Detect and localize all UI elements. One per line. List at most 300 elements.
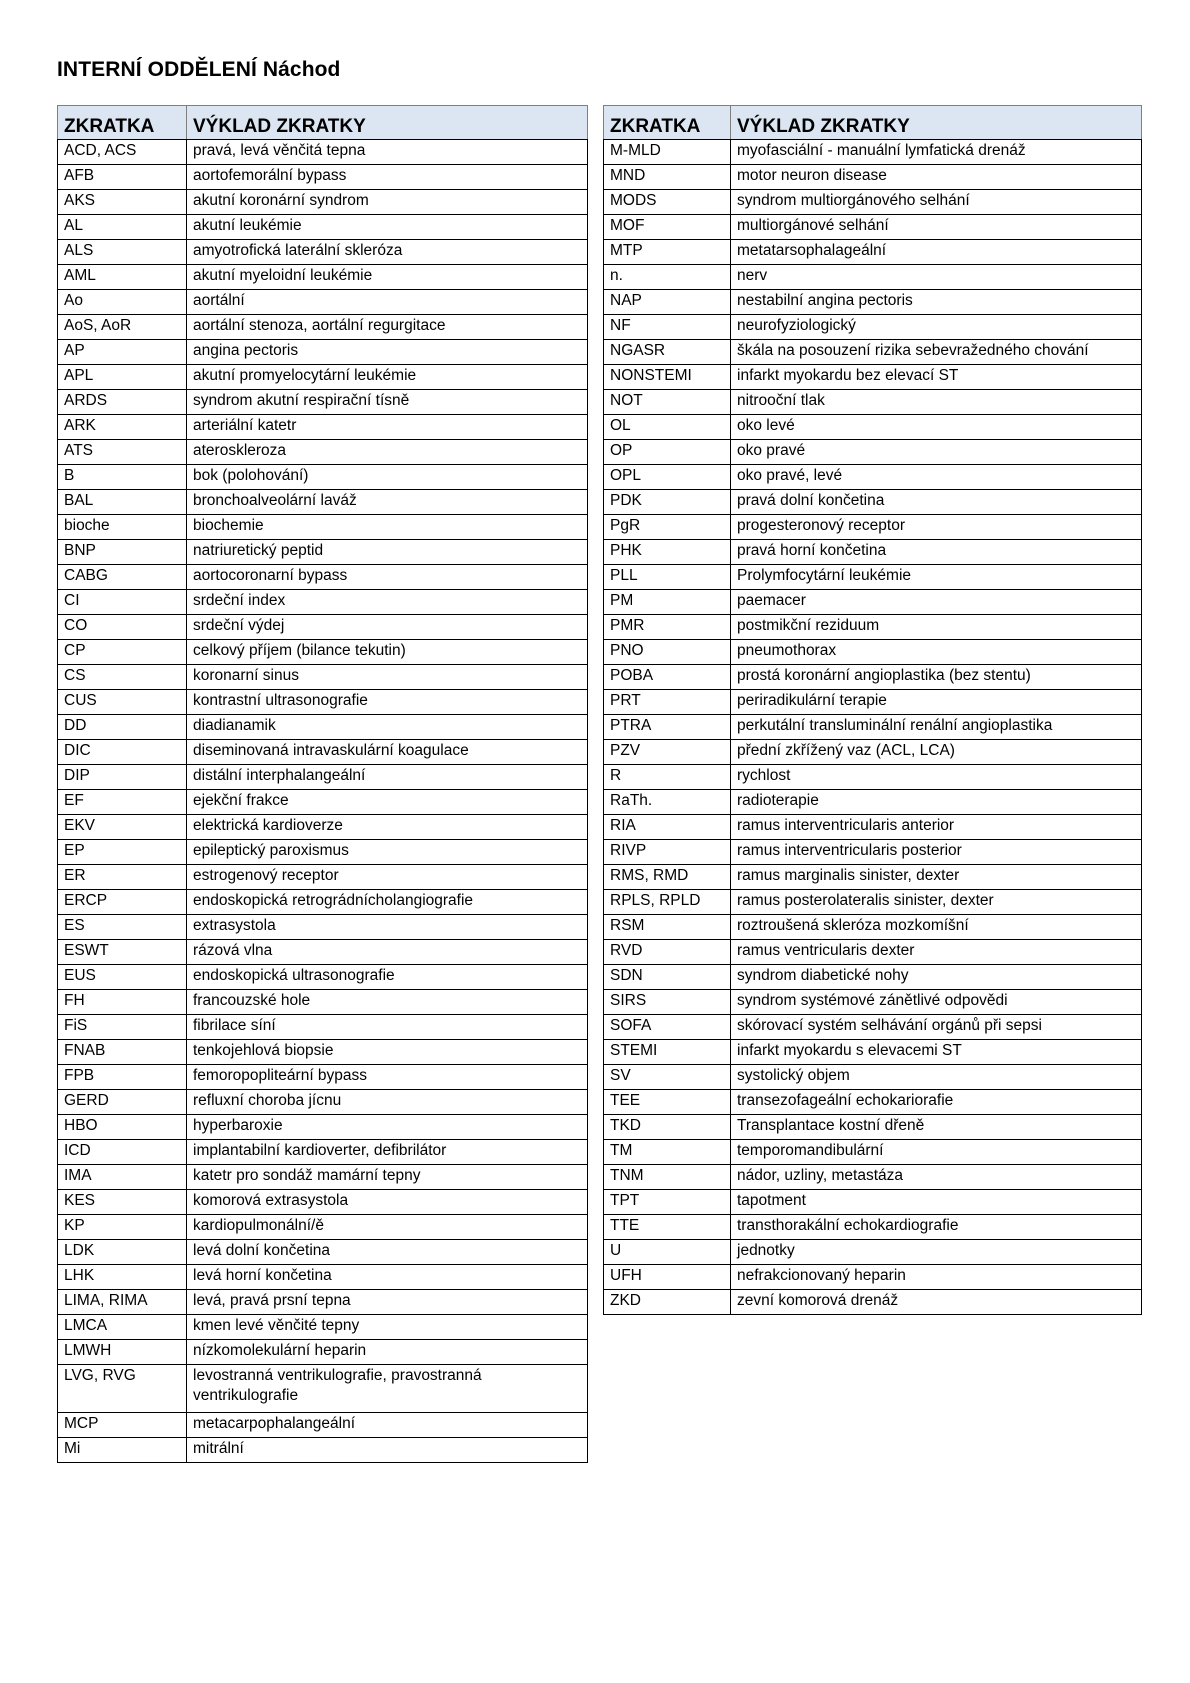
- table-row: [58, 1315, 588, 1340]
- explanation-cell: pravá horní končetina: [731, 540, 1142, 565]
- explanation-cell: ramus posterolateralis sinister, dexter: [731, 890, 1142, 915]
- table-row: [58, 865, 588, 890]
- table-row: [604, 690, 1142, 715]
- abbreviation-cell: DIP: [58, 765, 187, 790]
- explanation-cell: progesteronový receptor: [731, 515, 1142, 540]
- explanation-cell: paemacer: [731, 590, 1142, 615]
- abbreviation-cell: LVG, RVG: [58, 1365, 187, 1413]
- table-row: [604, 840, 1142, 865]
- table-row: [58, 390, 588, 415]
- abbreviation-cell: TTE: [604, 1215, 731, 1240]
- table-row: [604, 215, 1142, 240]
- abbreviation-cell: bioche: [58, 515, 187, 540]
- abbreviation-cell: EF: [58, 790, 187, 815]
- abbreviation-cell: ER: [58, 865, 187, 890]
- abbreviation-cell: EUS: [58, 965, 187, 990]
- table-header-row: [58, 106, 588, 140]
- table-row: [604, 365, 1142, 390]
- explanation-cell: amyotrofická laterální skleróza: [187, 240, 588, 265]
- explanation-cell: endoskopická ultrasonografie: [187, 965, 588, 990]
- table-row: [604, 1065, 1142, 1090]
- explanation-cell: distální interphalangeální: [187, 765, 588, 790]
- explanation-cell: škála na posouzení rizika sebevražedného chování: [731, 340, 1142, 365]
- table-row: [604, 1215, 1142, 1240]
- abbreviation-cell: FiS: [58, 1015, 187, 1040]
- table-row: [604, 1040, 1142, 1065]
- table-row: [58, 1140, 588, 1165]
- table-row: [604, 490, 1142, 515]
- table-row: [58, 1413, 588, 1438]
- abbreviation-cell: POBA: [604, 665, 731, 690]
- abbreviation-cell: PRT: [604, 690, 731, 715]
- abbreviation-table-left: [57, 105, 588, 1463]
- explanation-cell: nerv: [731, 265, 1142, 290]
- explanation-cell: Prolymfocytární leukémie: [731, 565, 1142, 590]
- abbreviation-cell: CABG: [58, 565, 187, 590]
- explanation-cell: jednotky: [731, 1240, 1142, 1265]
- table-row: [58, 1165, 588, 1190]
- explanation-cell: nitrooční tlak: [731, 390, 1142, 415]
- abbreviation-cell: MCP: [58, 1413, 187, 1438]
- explanation-cell: oko pravé, levé: [731, 465, 1142, 490]
- table-row: [604, 890, 1142, 915]
- abbreviation-cell: PNO: [604, 640, 731, 665]
- explanation-cell: periradikulární terapie: [731, 690, 1142, 715]
- table-row: [604, 590, 1142, 615]
- table-row: [58, 1290, 588, 1315]
- abbreviation-cell: RIVP: [604, 840, 731, 865]
- table-row: [58, 165, 588, 190]
- table-row: [58, 615, 588, 640]
- table-row: [58, 915, 588, 940]
- explanation-cell: roztroušená skleróza mozkomíšní: [731, 915, 1142, 940]
- explanation-cell: multiorgánové selhání: [731, 215, 1142, 240]
- abbreviation-cell: CS: [58, 665, 187, 690]
- explanation-cell: pravá dolní končetina: [731, 490, 1142, 515]
- abbreviation-cell: FPB: [58, 1065, 187, 1090]
- abbreviation-cell: PHK: [604, 540, 731, 565]
- abbreviation-cell: PgR: [604, 515, 731, 540]
- explanation-cell: levá dolní končetina: [187, 1240, 588, 1265]
- table-row: [604, 515, 1142, 540]
- abbreviation-cell: TEE: [604, 1090, 731, 1115]
- explanation-cell: nízkomolekulární heparin: [187, 1340, 588, 1365]
- explanation-cell: implantabilní kardioverter, defibrilátor: [187, 1140, 588, 1165]
- explanation-cell: ramus interventricularis posterior: [731, 840, 1142, 865]
- abbreviation-cell: RVD: [604, 940, 731, 965]
- abbreviation-cell: LIMA, RIMA: [58, 1290, 187, 1315]
- abbreviation-cell: DD: [58, 715, 187, 740]
- abbreviation-cell: OL: [604, 415, 731, 440]
- table-row: [604, 390, 1142, 415]
- explanation-cell: kardiopulmonální/ě: [187, 1215, 588, 1240]
- explanation-cell: prostá koronární angioplastika (bez stentu): [731, 665, 1142, 690]
- explanation-cell: Transplantace kostní dřeně: [731, 1115, 1142, 1140]
- explanation-cell: oko levé: [731, 415, 1142, 440]
- header-explanation: VÝKLAD ZKRATKY: [187, 106, 588, 140]
- explanation-cell: pravá, levá věnčitá tepna: [187, 140, 588, 165]
- explanation-cell: systolický objem: [731, 1065, 1142, 1090]
- explanation-cell: refluxní choroba jícnu: [187, 1090, 588, 1115]
- explanation-cell: transezofageální echokariorafie: [731, 1090, 1142, 1115]
- explanation-cell: akutní promyelocytární leukémie: [187, 365, 588, 390]
- explanation-cell: tapotment: [731, 1190, 1142, 1215]
- abbreviation-cell: FH: [58, 990, 187, 1015]
- abbreviation-cell: HBO: [58, 1115, 187, 1140]
- table-row: [58, 790, 588, 815]
- table-row: [58, 1215, 588, 1240]
- abbreviation-cell: NONSTEMI: [604, 365, 731, 390]
- abbreviation-cell: PZV: [604, 740, 731, 765]
- header-abbreviation: ZKRATKA: [58, 106, 187, 140]
- explanation-cell: bronchoalveolární laváž: [187, 490, 588, 515]
- table-row: [58, 1090, 588, 1115]
- table-row: [58, 990, 588, 1015]
- abbreviation-cell: AL: [58, 215, 187, 240]
- explanation-cell: komorová extrasystola: [187, 1190, 588, 1215]
- explanation-cell: skórovací systém selhávání orgánů při sepsi: [731, 1015, 1142, 1040]
- table-row: [58, 515, 588, 540]
- table-row: [604, 1115, 1142, 1140]
- abbreviation-cell: LMWH: [58, 1340, 187, 1365]
- table-row: [58, 690, 588, 715]
- abbreviation-cell: CO: [58, 615, 187, 640]
- table-row: [58, 1438, 588, 1463]
- abbreviation-cell: EP: [58, 840, 187, 865]
- table-row: [58, 265, 588, 290]
- table-row: [58, 490, 588, 515]
- abbreviation-cell: OPL: [604, 465, 731, 490]
- table-row: [604, 940, 1142, 965]
- abbreviation-cell: RaTh.: [604, 790, 731, 815]
- abbreviation-cell: ARK: [58, 415, 187, 440]
- explanation-cell: katetr pro sondáž mamární tepny: [187, 1165, 588, 1190]
- header-abbreviation: ZKRATKA: [604, 106, 731, 140]
- explanation-cell: rázová vlna: [187, 940, 588, 965]
- explanation-cell: hyperbaroxie: [187, 1115, 588, 1140]
- explanation-cell: aortofemorální bypass: [187, 165, 588, 190]
- table-row: [604, 465, 1142, 490]
- table-row: [58, 565, 588, 590]
- table-row: [58, 1240, 588, 1265]
- table-row: [58, 1265, 588, 1290]
- table-row: [604, 1240, 1142, 1265]
- abbreviation-cell: CP: [58, 640, 187, 665]
- explanation-cell: ramus interventricularis anterior: [731, 815, 1142, 840]
- table-row: [58, 140, 588, 165]
- abbreviation-cell: RMS, RMD: [604, 865, 731, 890]
- explanation-cell: ramus marginalis sinister, dexter: [731, 865, 1142, 890]
- table-row: [604, 540, 1142, 565]
- table-row: [58, 840, 588, 865]
- abbreviation-cell: AoS, AoR: [58, 315, 187, 340]
- explanation-cell: nestabilní angina pectoris: [731, 290, 1142, 315]
- table-row: [58, 1365, 588, 1413]
- table-row: [58, 1015, 588, 1040]
- table-row: [604, 190, 1142, 215]
- table-header-row: [604, 106, 1142, 140]
- table-row: [58, 190, 588, 215]
- explanation-cell: infarkt myokardu bez elevací ST: [731, 365, 1142, 390]
- table-row: [604, 990, 1142, 1015]
- explanation-cell: arteriální katetr: [187, 415, 588, 440]
- explanation-cell: akutní myeloidní leukémie: [187, 265, 588, 290]
- table-row: [58, 365, 588, 390]
- table-row: [604, 1290, 1142, 1315]
- table-row: [58, 540, 588, 565]
- table-row: [604, 290, 1142, 315]
- table-row: [604, 265, 1142, 290]
- abbreviation-cell: AP: [58, 340, 187, 365]
- abbreviation-cell: SV: [604, 1065, 731, 1090]
- explanation-cell: ateroskleroza: [187, 440, 588, 465]
- explanation-cell: oko pravé: [731, 440, 1142, 465]
- abbreviation-cell: GERD: [58, 1090, 187, 1115]
- abbreviation-cell: MND: [604, 165, 731, 190]
- table-row: [58, 765, 588, 790]
- table-row: [58, 740, 588, 765]
- abbreviation-cell: PLL: [604, 565, 731, 590]
- table-row: [58, 940, 588, 965]
- table-row: [58, 440, 588, 465]
- abbreviation-cell: CUS: [58, 690, 187, 715]
- abbreviation-cell: IMA: [58, 1165, 187, 1190]
- abbreviation-cell: ICD: [58, 1140, 187, 1165]
- explanation-cell: ramus ventricularis dexter: [731, 940, 1142, 965]
- table-row: [58, 815, 588, 840]
- abbreviation-cell: R: [604, 765, 731, 790]
- explanation-cell: mitrální: [187, 1438, 588, 1463]
- table-row: [604, 1165, 1142, 1190]
- explanation-cell: postmikční reziduum: [731, 615, 1142, 640]
- explanation-cell: elektrická kardioverze: [187, 815, 588, 840]
- abbreviation-cell: CI: [58, 590, 187, 615]
- table-row: [604, 340, 1142, 365]
- abbreviation-cell: UFH: [604, 1265, 731, 1290]
- abbreviation-cell: n.: [604, 265, 731, 290]
- abbreviation-cell: ATS: [58, 440, 187, 465]
- table-row: [58, 1190, 588, 1215]
- explanation-cell: zevní komorová drenáž: [731, 1290, 1142, 1315]
- table-row: [58, 415, 588, 440]
- abbreviation-cell: PM: [604, 590, 731, 615]
- table-row: [604, 915, 1142, 940]
- abbreviation-cell: ESWT: [58, 940, 187, 965]
- abbreviation-cell: LHK: [58, 1265, 187, 1290]
- explanation-cell: akutní koronární syndrom: [187, 190, 588, 215]
- abbreviation-cell: ES: [58, 915, 187, 940]
- abbreviation-cell: ZKD: [604, 1290, 731, 1315]
- table-row: [58, 1340, 588, 1365]
- abbreviation-cell: LMCA: [58, 1315, 187, 1340]
- table-row: [604, 140, 1142, 165]
- page-title: INTERNÍ ODDĚLENÍ Náchod: [57, 58, 341, 81]
- explanation-cell: natriuretický peptid: [187, 540, 588, 565]
- explanation-cell: transthorakální echokardiografie: [731, 1215, 1142, 1240]
- table-row: [604, 1190, 1142, 1215]
- abbreviation-cell: OP: [604, 440, 731, 465]
- abbreviation-cell: U: [604, 1240, 731, 1265]
- table-row: [58, 340, 588, 365]
- explanation-cell: přední zkřížený vaz (ACL, LCA): [731, 740, 1142, 765]
- abbreviation-cell: BAL: [58, 490, 187, 515]
- abbreviation-cell: RPLS, RPLD: [604, 890, 731, 915]
- table-row: [58, 240, 588, 265]
- header-explanation: VÝKLAD ZKRATKY: [731, 106, 1142, 140]
- explanation-cell: biochemie: [187, 515, 588, 540]
- abbreviation-cell: TNM: [604, 1165, 731, 1190]
- explanation-cell: akutní leukémie: [187, 215, 588, 240]
- table-row: [58, 465, 588, 490]
- abbreviation-cell: MTP: [604, 240, 731, 265]
- abbreviation-cell: PMR: [604, 615, 731, 640]
- explanation-cell: srdeční výdej: [187, 615, 588, 640]
- explanation-cell: rychlost: [731, 765, 1142, 790]
- abbreviation-cell: APL: [58, 365, 187, 390]
- explanation-cell: epileptický paroxismus: [187, 840, 588, 865]
- abbreviation-cell: KES: [58, 1190, 187, 1215]
- abbreviation-cell: MODS: [604, 190, 731, 215]
- abbreviation-table-right: [603, 105, 1142, 1315]
- explanation-cell: angina pectoris: [187, 340, 588, 365]
- explanation-cell: motor neuron disease: [731, 165, 1142, 190]
- table-row: [604, 815, 1142, 840]
- explanation-cell: aortální stenoza, aortální regurgitace: [187, 315, 588, 340]
- abbreviation-cell: PDK: [604, 490, 731, 515]
- table-row: [604, 315, 1142, 340]
- explanation-cell: endoskopická retrográdnícholangiografie: [187, 890, 588, 915]
- abbreviation-cell: AFB: [58, 165, 187, 190]
- table-row: [58, 1115, 588, 1140]
- abbreviation-cell: LDK: [58, 1240, 187, 1265]
- abbreviation-cell: PTRA: [604, 715, 731, 740]
- abbreviation-cell: NOT: [604, 390, 731, 415]
- abbreviation-cell: Mi: [58, 1438, 187, 1463]
- abbreviation-cell: RSM: [604, 915, 731, 940]
- table-row: [58, 965, 588, 990]
- abbreviation-cell: NF: [604, 315, 731, 340]
- table-row: [604, 1090, 1142, 1115]
- table-row: [58, 215, 588, 240]
- abbreviation-cell: Ao: [58, 290, 187, 315]
- explanation-cell: syndrom akutní respirační tísně: [187, 390, 588, 415]
- explanation-cell: diseminovaná intravaskulární koagulace: [187, 740, 588, 765]
- explanation-cell: celkový příjem (bilance tekutin): [187, 640, 588, 665]
- table-row: [58, 1065, 588, 1090]
- explanation-cell: extrasystola: [187, 915, 588, 940]
- explanation-cell: francouzské hole: [187, 990, 588, 1015]
- abbreviation-cell: M-MLD: [604, 140, 731, 165]
- abbreviation-cell: KP: [58, 1215, 187, 1240]
- table-row: [58, 315, 588, 340]
- explanation-cell: metatarsophalageální: [731, 240, 1142, 265]
- table-row: [604, 615, 1142, 640]
- explanation-cell: nefrakcionovaný heparin: [731, 1265, 1142, 1290]
- abbreviation-cell: TM: [604, 1140, 731, 1165]
- table-row: [58, 890, 588, 915]
- explanation-cell: neurofyziologický: [731, 315, 1142, 340]
- abbreviation-cell: MOF: [604, 215, 731, 240]
- explanation-cell: kontrastní ultrasonografie: [187, 690, 588, 715]
- abbreviation-cell: TKD: [604, 1115, 731, 1140]
- abbreviation-cell: SOFA: [604, 1015, 731, 1040]
- table-row: [58, 715, 588, 740]
- explanation-cell: perkutální transluminální renální angioplastika: [731, 715, 1142, 740]
- abbreviation-cell: B: [58, 465, 187, 490]
- table-row: [58, 290, 588, 315]
- explanation-cell: aortocoronarní bypass: [187, 565, 588, 590]
- abbreviation-cell: ALS: [58, 240, 187, 265]
- table-row: [604, 865, 1142, 890]
- table-row: [604, 565, 1142, 590]
- table-row: [58, 590, 588, 615]
- abbreviation-cell: SDN: [604, 965, 731, 990]
- explanation-cell: syndrom diabetické nohy: [731, 965, 1142, 990]
- abbreviation-cell: AML: [58, 265, 187, 290]
- table-body-right: [604, 140, 1142, 1315]
- table-row: [604, 1140, 1142, 1165]
- abbreviation-cell: STEMI: [604, 1040, 731, 1065]
- explanation-cell: kmen levé věnčité tepny: [187, 1315, 588, 1340]
- table-body-left: [58, 140, 588, 1463]
- explanation-cell: levá horní končetina: [187, 1265, 588, 1290]
- explanation-cell: temporomandibulární: [731, 1140, 1142, 1165]
- abbreviation-cell: SIRS: [604, 990, 731, 1015]
- table-row: [604, 440, 1142, 465]
- abbreviation-cell: AKS: [58, 190, 187, 215]
- table-row: [604, 165, 1142, 190]
- explanation-cell: srdeční index: [187, 590, 588, 615]
- explanation-cell: diadianamik: [187, 715, 588, 740]
- abbreviation-cell: ERCP: [58, 890, 187, 915]
- explanation-cell: myofasciální - manuální lymfatická drenáž: [731, 140, 1142, 165]
- table-row: [604, 965, 1142, 990]
- table-row: [604, 1265, 1142, 1290]
- table-row: [604, 640, 1142, 665]
- explanation-cell: syndrom systémové zánětlivé odpovědi: [731, 990, 1142, 1015]
- explanation-cell: pneumothorax: [731, 640, 1142, 665]
- abbreviation-cell: NGASR: [604, 340, 731, 365]
- abbreviation-cell: NAP: [604, 290, 731, 315]
- explanation-cell: koronarní sinus: [187, 665, 588, 690]
- explanation-cell: syndrom multiorgánového selhání: [731, 190, 1142, 215]
- table-row: [58, 640, 588, 665]
- table-row: [604, 415, 1142, 440]
- abbreviation-cell: BNP: [58, 540, 187, 565]
- explanation-cell: tenkojehlová biopsie: [187, 1040, 588, 1065]
- table-row: [604, 740, 1142, 765]
- table-row: [604, 715, 1142, 740]
- explanation-cell: aortální: [187, 290, 588, 315]
- abbreviation-cell: RIA: [604, 815, 731, 840]
- explanation-cell: estrogenový receptor: [187, 865, 588, 890]
- explanation-cell: levá, pravá prsní tepna: [187, 1290, 588, 1315]
- explanation-cell: radioterapie: [731, 790, 1142, 815]
- table-row: [58, 665, 588, 690]
- table-row: [604, 790, 1142, 815]
- table-row: [58, 1040, 588, 1065]
- abbreviation-cell: ACD, ACS: [58, 140, 187, 165]
- explanation-cell: bok (polohování): [187, 465, 588, 490]
- explanation-cell: ejekční frakce: [187, 790, 588, 815]
- abbreviation-cell: TPT: [604, 1190, 731, 1215]
- explanation-cell: nádor, uzliny, metastáza: [731, 1165, 1142, 1190]
- abbreviation-cell: ARDS: [58, 390, 187, 415]
- abbreviation-cell: FNAB: [58, 1040, 187, 1065]
- explanation-cell: femoropopliteární bypass: [187, 1065, 588, 1090]
- table-row: [604, 240, 1142, 265]
- table-row: [604, 665, 1142, 690]
